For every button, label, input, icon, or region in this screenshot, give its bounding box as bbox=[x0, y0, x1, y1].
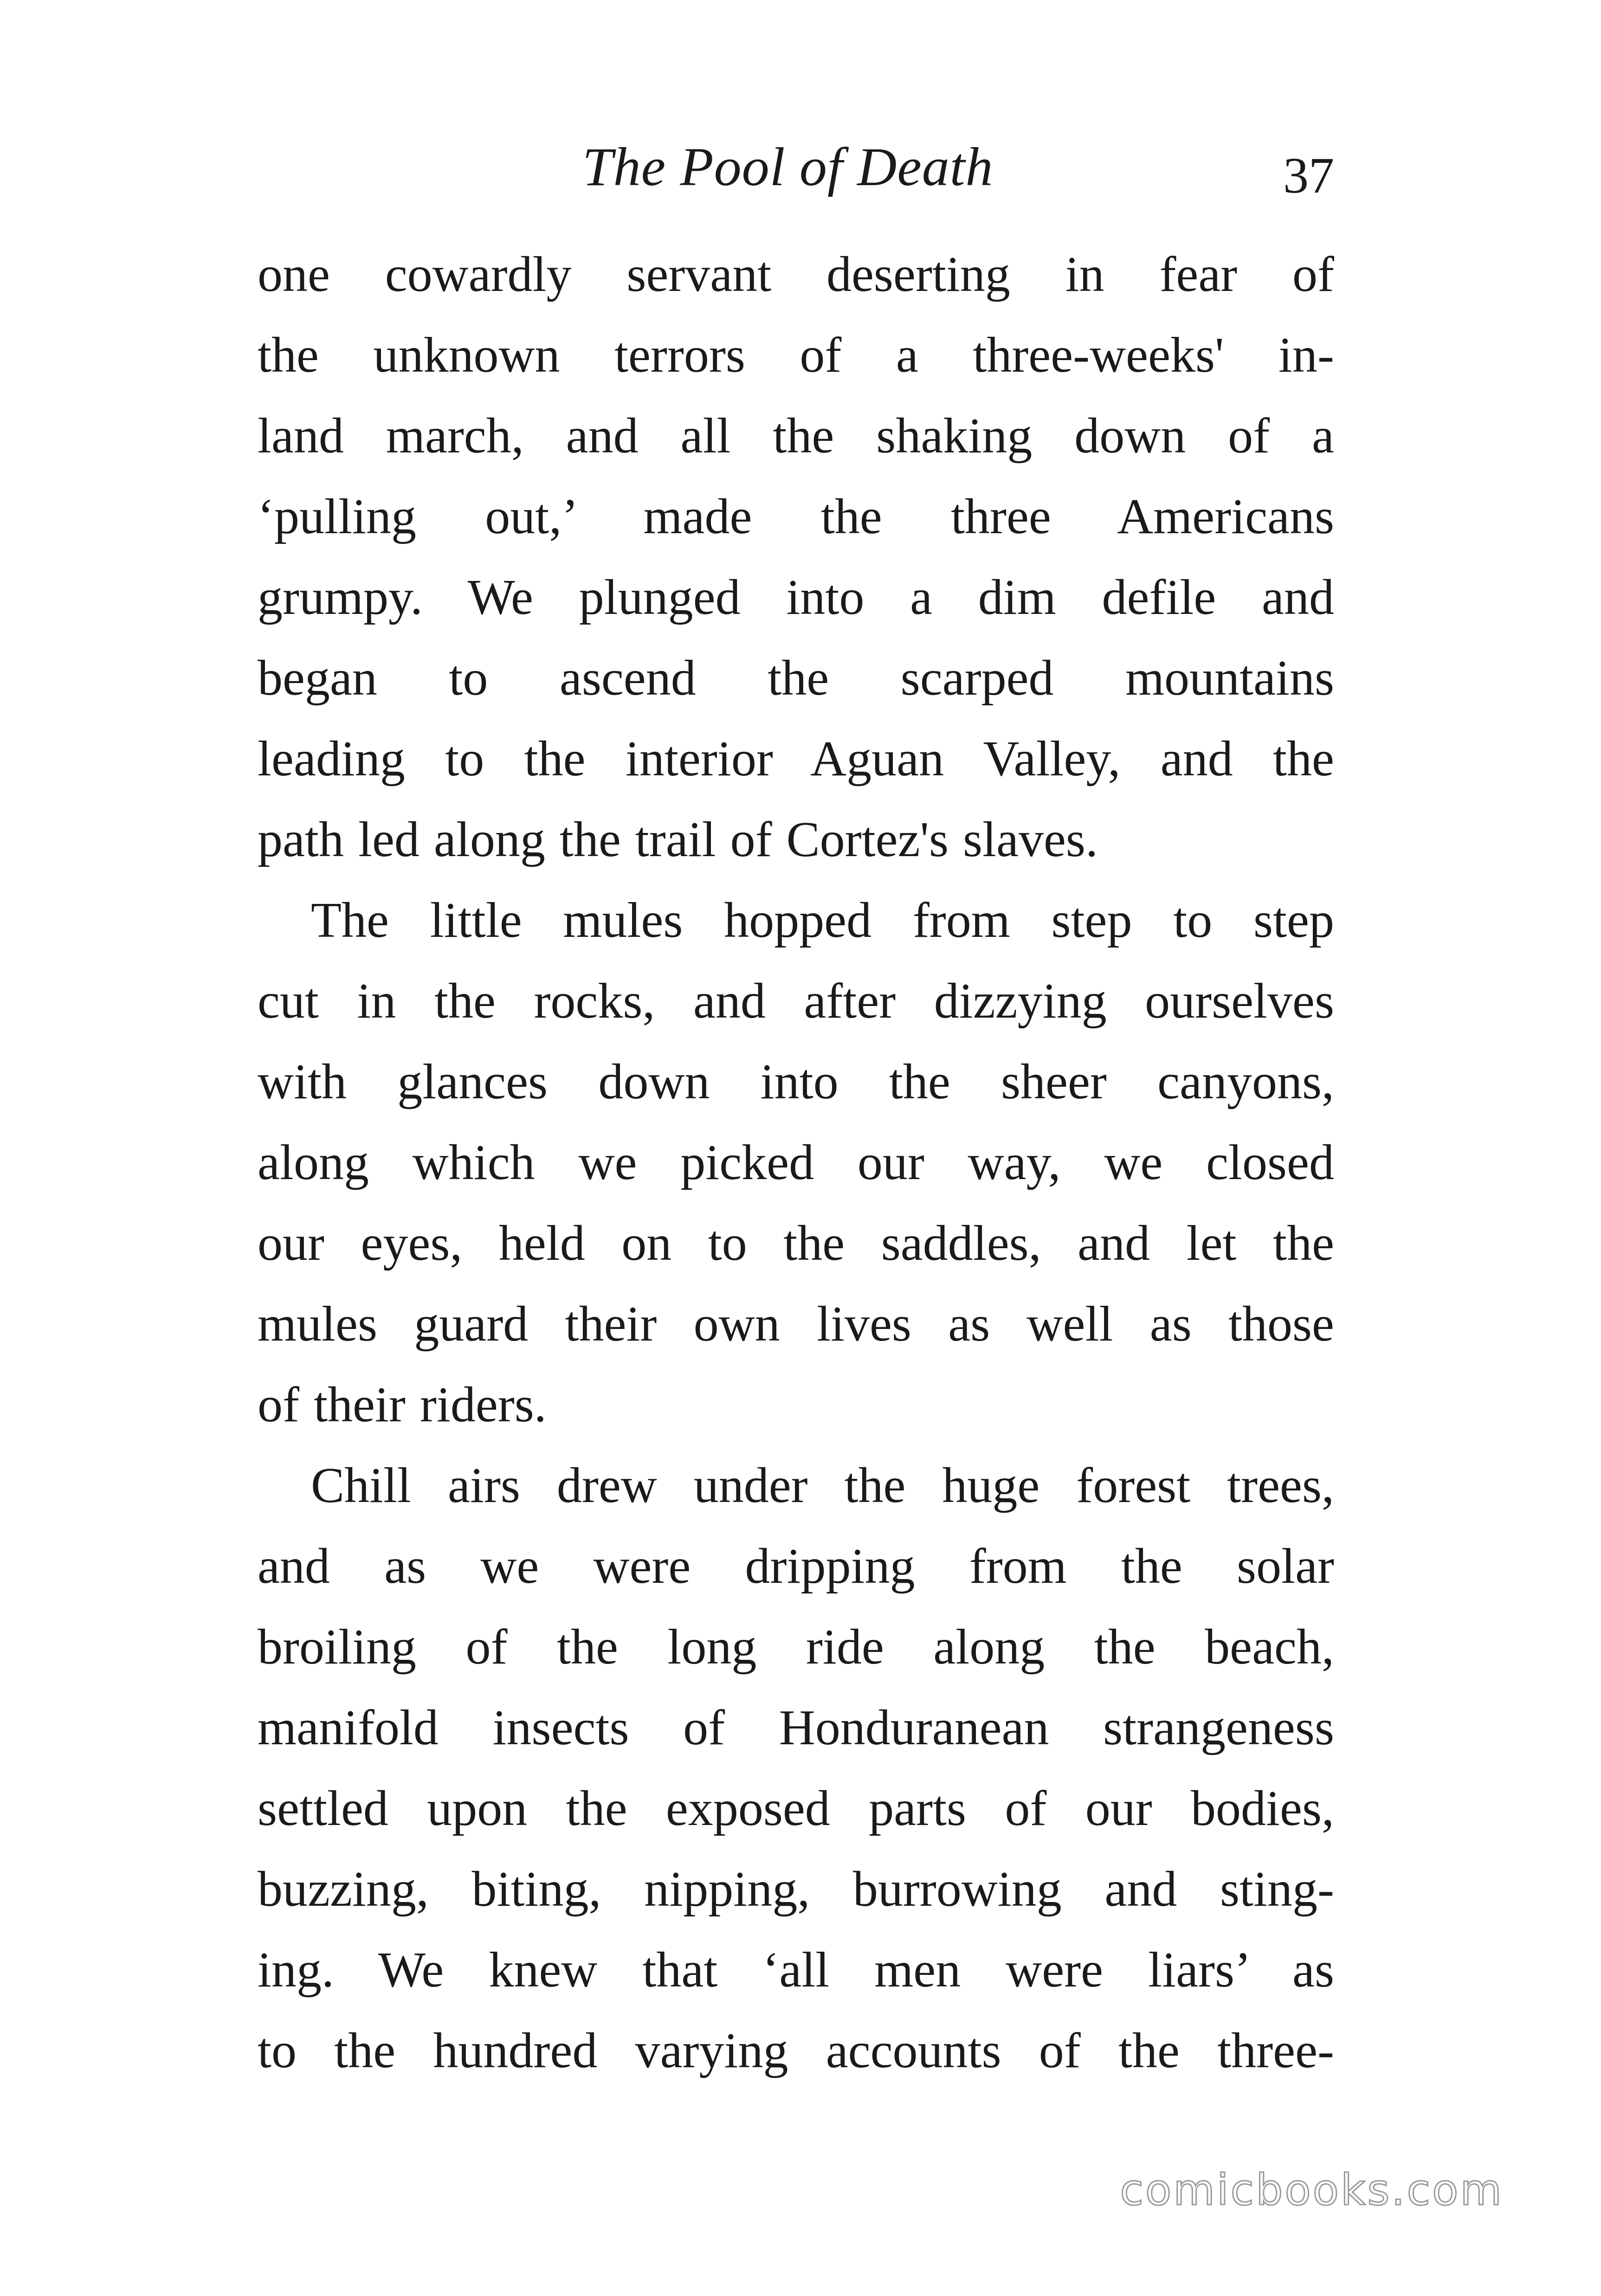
text-line: ‘pulling out,’ made the three Americans bbox=[258, 489, 1334, 544]
text-line: to the hundred varying accounts of the three- bbox=[258, 2023, 1334, 2078]
text-line: our eyes, held on to the saddles, and let the bbox=[258, 1216, 1334, 1271]
text-line: path led along the trail of Cortez's slaves. bbox=[258, 812, 1098, 867]
paragraph-2 bbox=[258, 880, 1334, 1445]
text-line: land march, and all the shaking down of a bbox=[258, 408, 1334, 464]
text-line: The little mules hopped from step to step bbox=[311, 893, 1334, 948]
text-line: Chill airs drew under the huge forest trees, bbox=[311, 1458, 1334, 1513]
text-line: grumpy. We plunged into a dim defile and bbox=[258, 570, 1334, 625]
text-line: along which we picked our way, we closed bbox=[258, 1135, 1334, 1190]
paragraph-1 bbox=[258, 234, 1334, 880]
paragraph-3 bbox=[258, 1445, 1334, 2091]
text-line: of their riders. bbox=[258, 1377, 547, 1432]
running-title: The Pool of Death bbox=[582, 136, 994, 197]
text-line: ing. We knew that ‘all men were liars’ as bbox=[258, 1942, 1334, 1998]
text-line: and as we were dripping from the solar bbox=[258, 1539, 1334, 1594]
text-line: settled upon the exposed parts of our bodies, bbox=[258, 1781, 1334, 1836]
body-text bbox=[258, 234, 1334, 2091]
text-line: broiling of the long ride along the beach, bbox=[258, 1619, 1334, 1675]
text-line: with glances down into the sheer canyons, bbox=[258, 1054, 1334, 1109]
running-head bbox=[258, 135, 1334, 209]
text-line: buzzing, biting, nipping, burrowing and sting- bbox=[258, 1862, 1334, 1917]
text-line: manifold insects of Honduranean strangeness bbox=[258, 1700, 1334, 1755]
text-line: cut in the rocks, and after dizzying ourselves bbox=[258, 974, 1334, 1029]
text-line: mules guard their own lives as well as those bbox=[258, 1296, 1334, 1352]
text-line: began to ascend the scarped mountains bbox=[258, 651, 1334, 706]
text-line: leading to the interior Aguan Valley, and the bbox=[258, 731, 1334, 787]
text-line: one cowardly servant deserting in fear of bbox=[258, 247, 1334, 302]
text-line: the unknown terrors of a three-weeks' in- bbox=[258, 328, 1334, 383]
watermark: comicbooks.com bbox=[1120, 2165, 1504, 2215]
page-number: 37 bbox=[1283, 147, 1334, 204]
